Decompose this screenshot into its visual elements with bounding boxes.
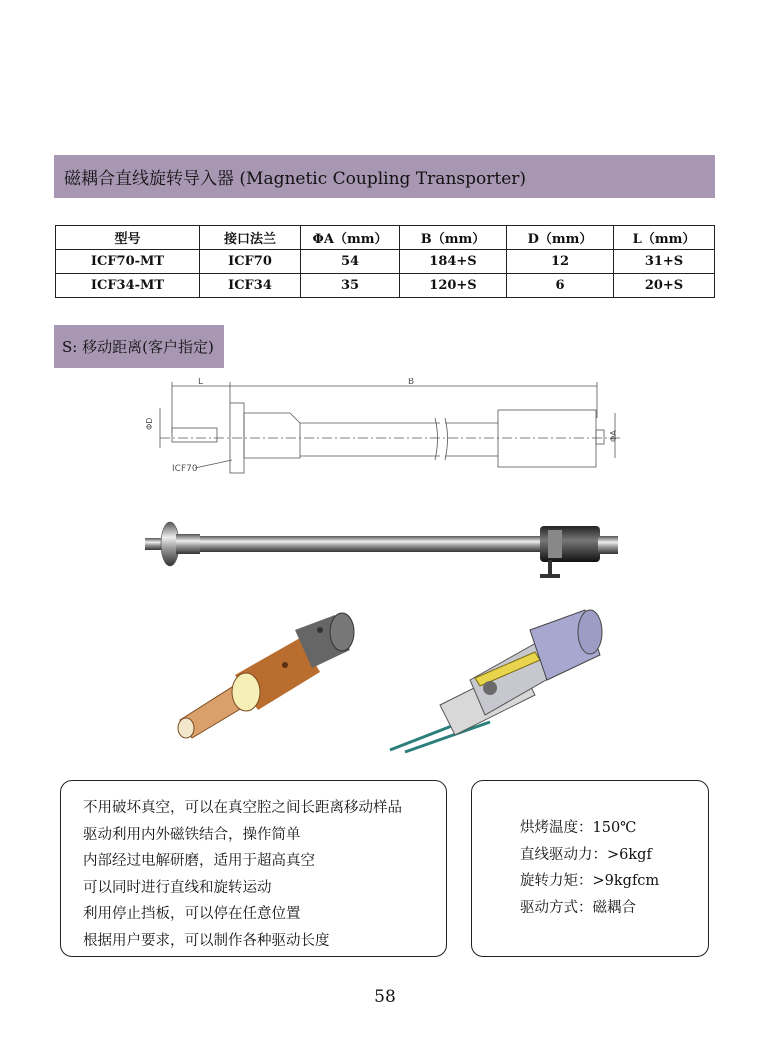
table-cell: 120+S <box>400 274 507 298</box>
label-b: B <box>408 378 415 387</box>
stroke-note: S: 移动距离(客户指定) <box>62 338 214 356</box>
table-header-cell: 接口法兰 <box>200 226 301 250</box>
table-header-cell: ΦA（mm） <box>301 226 400 250</box>
list-item: 不用破坏真空，可以在真空腔之间长距离移动样品 <box>83 800 402 816</box>
section-title: 磁耦合直线旋转导入器 (Magnetic Coupling Transporter) <box>64 169 527 189</box>
table-header-cell: D（mm） <box>507 226 614 250</box>
table-header-cell: L（mm） <box>614 226 715 250</box>
specs-list <box>472 781 708 921</box>
dimension-drawing <box>140 378 640 478</box>
page-number: 58 <box>374 987 396 1007</box>
list-item: 内部经过电解研磨，适用于超高真空 <box>83 853 315 869</box>
table-header-cell: 型号 <box>56 226 200 250</box>
table-cell: ICF34 <box>200 274 301 298</box>
table-cell: ICF70 <box>200 250 301 274</box>
list-item: 利用停止挡板，可以停在任意位置 <box>83 906 301 922</box>
table-cell: 12 <box>507 250 614 274</box>
table-cell: 31+S <box>614 250 715 274</box>
list-item: 旋转力矩：>9kgfcm <box>520 873 660 889</box>
list-item: 直线驱动力：>6kgf <box>520 846 652 863</box>
table-row <box>56 274 715 298</box>
features-box <box>60 780 447 957</box>
table-row <box>56 250 715 274</box>
label-a: ΦA <box>609 430 618 442</box>
table-cell: 54 <box>301 250 400 274</box>
features-list <box>61 781 446 954</box>
specs-box <box>471 780 709 957</box>
list-item: 驱动方式：磁耦合 <box>520 899 636 916</box>
list-item: 根据用户要求，可以制作各种驱动长度 <box>83 932 330 949</box>
label-flange: ICF70 <box>172 464 198 474</box>
coupling-model-photo <box>170 610 370 740</box>
label-l: L <box>198 378 204 387</box>
table-cell: 20+S <box>614 274 715 298</box>
product-photo <box>140 510 640 590</box>
cutaway-model-photo <box>385 600 615 760</box>
list-item: 烘烤温度：150℃ <box>520 820 637 836</box>
table-cell: 35 <box>301 274 400 298</box>
table-cell: 6 <box>507 274 614 298</box>
section-title-bar <box>54 155 715 198</box>
label-d: ΦD <box>145 417 154 430</box>
spec-table <box>55 225 715 298</box>
list-item: 可以同时进行直线和旋转运动 <box>83 879 272 896</box>
table-header-cell: B（mm） <box>400 226 507 250</box>
table-cell: ICF34-MT <box>56 274 200 298</box>
table-cell: ICF70-MT <box>56 250 200 274</box>
table-header-row <box>56 226 715 250</box>
list-item: 驱动利用内外磁铁结合，操作简单 <box>83 826 301 843</box>
stroke-note-label <box>54 325 224 368</box>
table-cell: 184+S <box>400 250 507 274</box>
